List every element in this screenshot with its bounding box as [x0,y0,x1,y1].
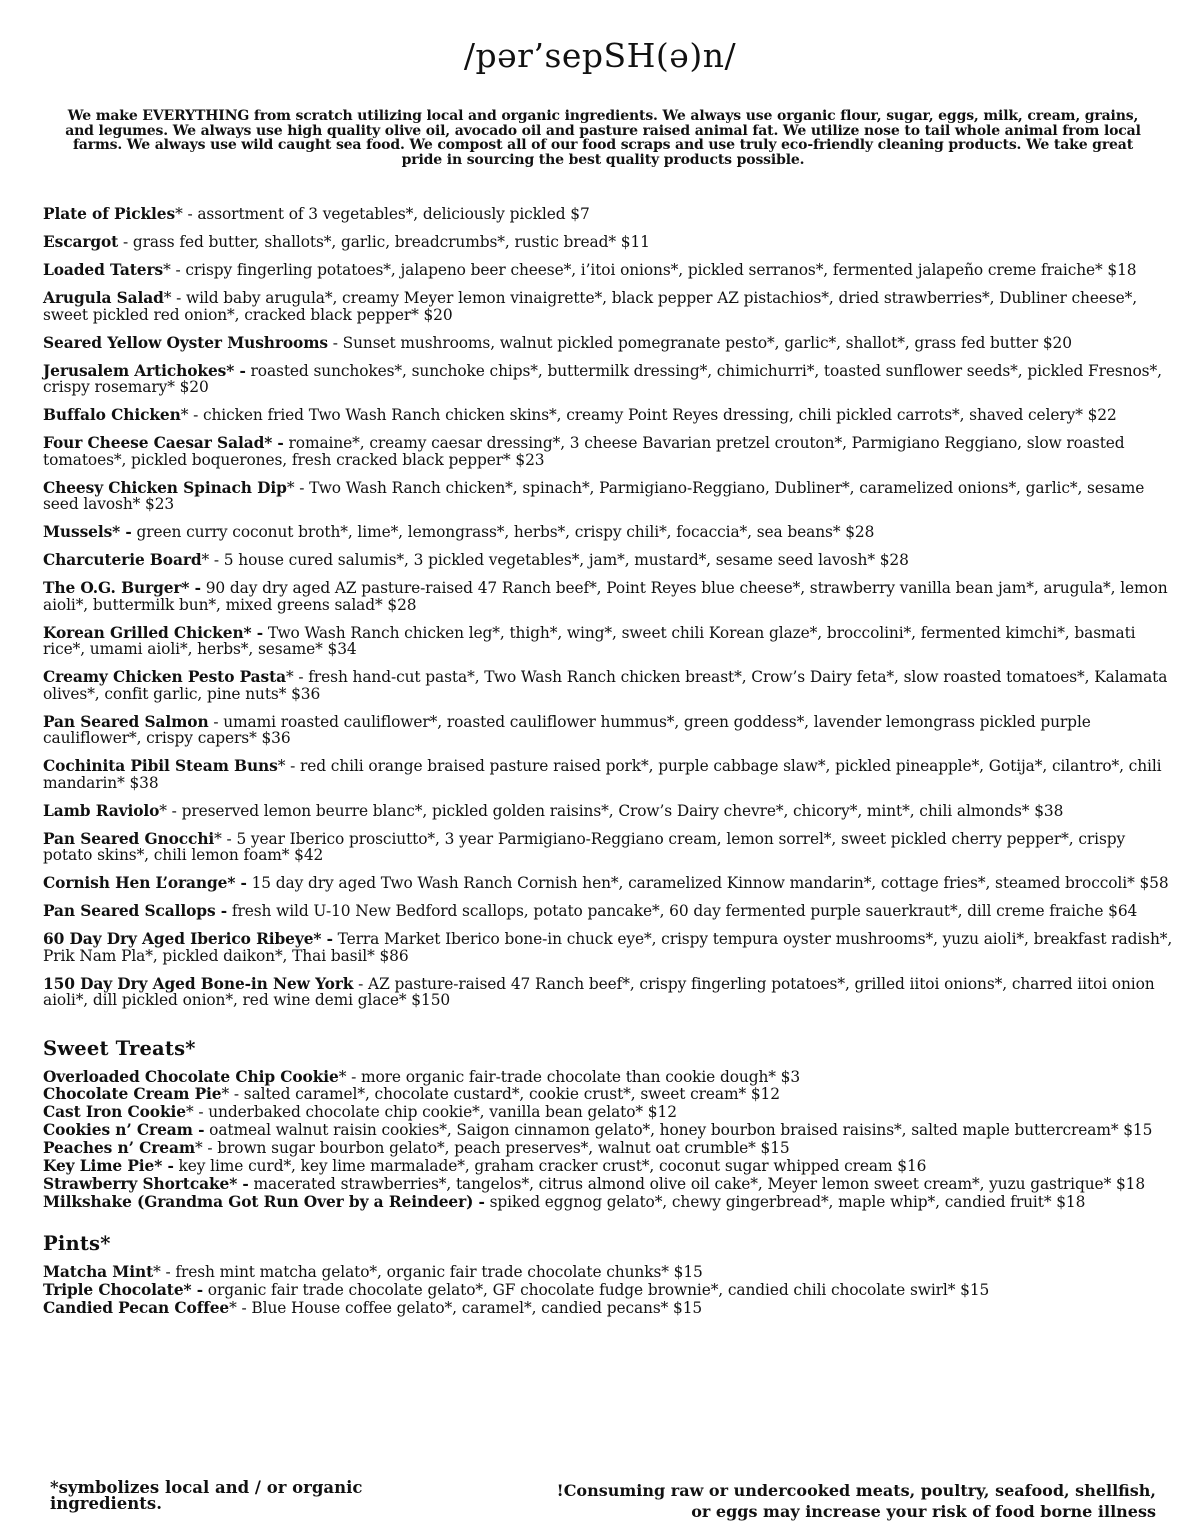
menu-item [43,524,1173,541]
menu-item-description: * - wild baby arugula*, creamy Meyer lemon vinaigrette*, black pepper AZ pistachios*, dried strawberries*, Dubliner cheese*, sweet pickled red onion*, cracked black pepper* $20 [43,289,1138,324]
sweet-item-description: * - brown sugar bourbon gelato*, peach preserves*, walnut oat crumble* $15 [195,1139,790,1158]
sweet-item [43,1067,1173,1086]
menu-item-description: * - red chili orange braised pasture raised pork*, purple cabbage slaw*, pickled pineapple*, Gotija*, cilantro*, chili mandarin* $38 [43,757,1162,792]
menu-item-name: Pan Seared Salmon [43,712,209,731]
menu-item [43,552,1173,569]
pint-item [43,1283,1173,1298]
menu-item [43,903,1173,920]
menu-item-name: Mussels* - [43,523,132,541]
sweet-item-description: * - salted caramel*, chocolate custard*, cookie crust*, sweet cream* $12 [221,1085,780,1104]
pint-item-name: Triple Chocolate* - [43,1281,204,1300]
menu-item-description: Two Wash Ranch chicken leg*, thigh*, wing*, sweet chili Korean glaze*, broccolini*, fermented kimchi*, basmati rice*, umami aioli*, herbs*, sesame* $34 [43,623,1136,658]
menu-item-name: Pan Seared Gnocchi [43,829,215,848]
sweet-item [43,1105,1173,1120]
menu-item-name: Loaded Taters [43,261,164,279]
menu-item-name: Arugula Salad [43,289,164,307]
menu-item [43,625,1173,658]
menu-item-name: Seared Yellow Oyster Mushrooms [43,333,328,352]
menu-item-description: 90 day dry aged AZ pasture-raised 47 Ranch beef*, Point Reyes blue cheese*, strawberry vanilla bean jam*, arugula*, lemon aioli*, buttermilk bun*, mixed greens salad* $28 [43,579,1168,614]
menu-item-description: * - assortment of 3 vegetables*, deliciously pickled $7 [175,205,590,223]
menu-item-description: * - fresh hand-cut pasta*, Two Wash Ranch chicken breast*, Crow’s Dairy feta*, slow roasted tomatoes*, Kalamata olives*, confit garlic, pine nuts* $36 [43,668,1168,703]
menu-item [43,669,1173,702]
menu-item [43,831,1173,864]
menu-item [43,206,1173,223]
menu-item-description: - umami roasted cauliflower*, roasted cauliflower hummus*, green goddess*, lavender lemongrass pickled purple cauliflower*, crispy capers* $36 [43,712,1091,747]
menu-item-description: * - preserved lemon beurre blanc*, pickled golden raisins*, Crow’s Dairy chevre*, chicory*, mint*, chili almonds* $38 [159,801,1064,820]
menu-item-description: - AZ pasture-raised 47 Ranch beef*, crispy fingerling potatoes*, grilled iitoi onions*, charred iitoi onion aioli*, dill pickled onion*, red wine demi glace* $150 [43,974,1155,1009]
menu-item-name: Creamy Chicken Pesto Pasta [43,668,286,686]
menu-item [43,714,1173,747]
menu-item-name: Buffalo Chicken [43,406,181,424]
pints-section [43,1232,1173,1318]
menu-item [43,480,1173,513]
menu-item-name: Cochinita Pibil Steam Buns [43,757,278,775]
menu-item-name: 150 Day Dry Aged Bone-in New York [43,974,354,993]
menu-item-description: * - Two Wash Ranch chicken*, spinach*, Parmigiano-Reggiano, Dubliner*, caramelized onions*, garlic*, sesame seed lavosh* $23 [43,478,1145,513]
menu-item-name: Korean Grilled Chicken* - [43,623,264,642]
sweet-treats-section [43,1037,1173,1210]
sweet-item-description: * - underbaked chocolate chip cookie*, vanilla bean gelato* $12 [185,1103,677,1122]
pint-item-name: Matcha Mint [43,1263,154,1282]
sweet-item-description: * - more organic fair-trade chocolate than cookie dough* $3 [338,1067,801,1086]
menu-item-description: - Sunset mushrooms, walnut pickled pomegranate pesto*, garlic*, shallot*, grass fed butter $20 [327,333,1072,352]
sweet-item-name: Milkshake (Grandma Got Run Over by a Reindeer) - [43,1192,485,1211]
menu-item-name: Plate of Pickles [43,205,176,223]
pint-item-description: organic fair trade chocolate gelato*, GF chocolate fudge brownie*, candied chili chocolate swirl* $15 [203,1281,990,1300]
menu-item-name: Escargot [43,233,119,251]
main-menu-list [43,206,1173,1009]
sweet-item-name: Peaches n’ Cream [43,1139,196,1158]
menu-item-description: green curry coconut broth*, lime*, lemongrass*, herbs*, crispy chili*, focaccia*, sea beans* $28 [131,523,875,541]
pint-item-description: * - Blue House coffee gelato*, caramel*, candied pecans* $15 [229,1299,703,1318]
food-safety-warning: !Consuming raw or undercooked meats, poultry, seafood, shellfish, or eggs may increase your risk of food borne illness [556,1481,1156,1521]
sweet-item-description: spiked eggnog gelato*, chewy gingerbread*, maple whip*, candied fruit* $18 [484,1192,1086,1211]
sweet-item-name: Key Lime Pie* - [43,1156,174,1175]
menu-item-description: * - 5 house cured salumis*, 3 pickled vegetables*, jam*, mustard*, sesame seed lavosh* $28 [201,551,909,569]
sweet-item [43,1192,1173,1211]
sweet-item-name: Chocolate Cream Pie [43,1085,222,1104]
menu-item-name: Charcuterie Board [43,551,202,569]
menu-item [43,290,1173,323]
menu-item-description: * - crispy fingerling potatoes*, jalapeno beer cheese*, i’itoi onions*, pickled serranos*, fermented jalapeño creme fraiche* $18 [163,261,1137,279]
menu-item-name: Four Cheese Caesar Salad* - [43,434,284,452]
menu-item-name: Lamb Raviolo [43,801,160,820]
menu-item [43,931,1173,964]
pint-item [43,1301,1173,1316]
menu-content [43,206,1173,1319]
menu-item-name: Jerusalem Artichokes* - [43,361,246,380]
menu-item [43,435,1173,468]
menu-item [43,580,1173,613]
menu-item-name: 60 Day Dry Aged Iberico Ribeye* - [43,930,333,948]
menu-item [43,335,1173,352]
menu-item-name: Cheesy Chicken Spinach Dip [43,478,287,497]
menu-item-description: roasted sunchokes*, sunchoke chips*, buttermilk dressing*, chimichurri*, toasted sunflower seeds*, pickled Fresnos*, crispy rosemary* $20 [43,361,1162,396]
menu-item-description: * - chicken fried Two Wash Ranch chicken skins*, creamy Point Reyes dressing, chili pickled carrots*, shaved celery* $22 [180,406,1117,424]
sweet-item-description: oatmeal walnut raisin cookies*, Saigon cinnamon gelato*, honey bourbon braised raisins*, salted maple buttercream* $15 [204,1121,1153,1140]
sweet-item-name: Overloaded Chocolate Chip Cookie [43,1067,339,1086]
sweet-item-description: key lime curd*, key lime marmalade*, graham cracker crust*, coconut sugar whipped cream $16 [173,1156,927,1175]
menu-item [43,234,1173,251]
menu-item [43,875,1173,892]
menu-item [43,758,1173,791]
organic-footnote: *symbolizes local and / or organic ingredients. [50,1478,363,1513]
sweet-item-name: Cookies n’ Cream - [43,1121,205,1140]
menu-item-description: * - 5 year Iberico prosciutto*, 3 year Parmigiano-Reggiano cream, lemon sorrel*, sweet pickled cherry pepper*, crispy potato skins*, chili lemon foam* $42 [43,829,1126,864]
menu-item-name: Cornish Hen L’orange* - [43,874,247,892]
restaurant-title: /pər’sepSH(ə)n/ [463,36,737,75]
menu-item [43,363,1173,396]
pint-item-description: * - fresh mint matcha gelato*, organic fair trade chocolate chunks* $15 [153,1263,703,1282]
menu-item-description: romaine*, creamy caesar dressing*, 3 cheese Bavarian pretzel crouton*, Parmigiano Reggiano, slow roasted tomatoes*, pickled boquerones, fresh cracked black pepper* $23 [43,434,1125,469]
pint-item-name: Candied Pecan Coffee [43,1299,230,1318]
menu-item-description: fresh wild U-10 New Bedford scallops, potato pancake*, 60 day fermented purple sauerkraut*, dill creme fraiche $64 [227,902,1138,920]
menu-item [43,262,1173,279]
intro-statement: We make EVERYTHING from scratch utilizing local and organic ingredients. We always use organic flour, sugar, eggs, milk, cream, grains, and legumes. We always use high quality olive oil, avocado oil and pasture raised animal fat. We utilize nose to tail whole animal from local farms. We always use wild caught sea food. We compost all of our food scraps and use truly eco-friendly cleaning products. We take great pride in sourcing the best quality products possible. [65,108,1141,168]
menu-item-description: Terra Market Iberico bone-in chuck eye*, crispy tempura oyster mushrooms*, yuzu aioli*, breakfast radish*, Prik Nam Pla*, pickled daikon*, Thai basil* $86 [43,930,1173,965]
sweet-treats-list [43,1067,1173,1211]
menu-item-name: The O.G. Burger* - [43,579,201,597]
menu-item-description: 15 day dry aged Two Wash Ranch Cornish hen*, caramelized Kinnow mandarin*, cottage fries*, steamed broccoli* $58 [246,874,1169,892]
pints-list [43,1263,1173,1318]
menu-item [43,976,1173,1009]
sweet-item-description: macerated strawberries*, tangelos*, citrus almond olive oil cake*, Meyer lemon sweet cream*, yuzu gastrique* $18 [248,1174,1146,1193]
sweet-item [43,1174,1173,1193]
menu-item-name: Pan Seared Scallops - [43,902,228,920]
sweet-item-name: Cast Iron Cookie [43,1103,186,1122]
sweet-item [43,1087,1173,1102]
sweet-item [43,1123,1173,1138]
sweet-item-name: Strawberry Shortcake* - [43,1174,249,1193]
pints-title: Pints* [43,1232,111,1256]
menu-item [43,803,1173,820]
pint-item [43,1265,1173,1280]
menu-item-description: - grass fed butter, shallots*, garlic, breadcrumbs*, rustic bread* $11 [118,233,650,251]
menu-item [43,407,1173,424]
sweet-item [43,1141,1173,1156]
sweet-item [43,1156,1173,1175]
sweet-treats-title: Sweet Treats* [43,1036,196,1060]
